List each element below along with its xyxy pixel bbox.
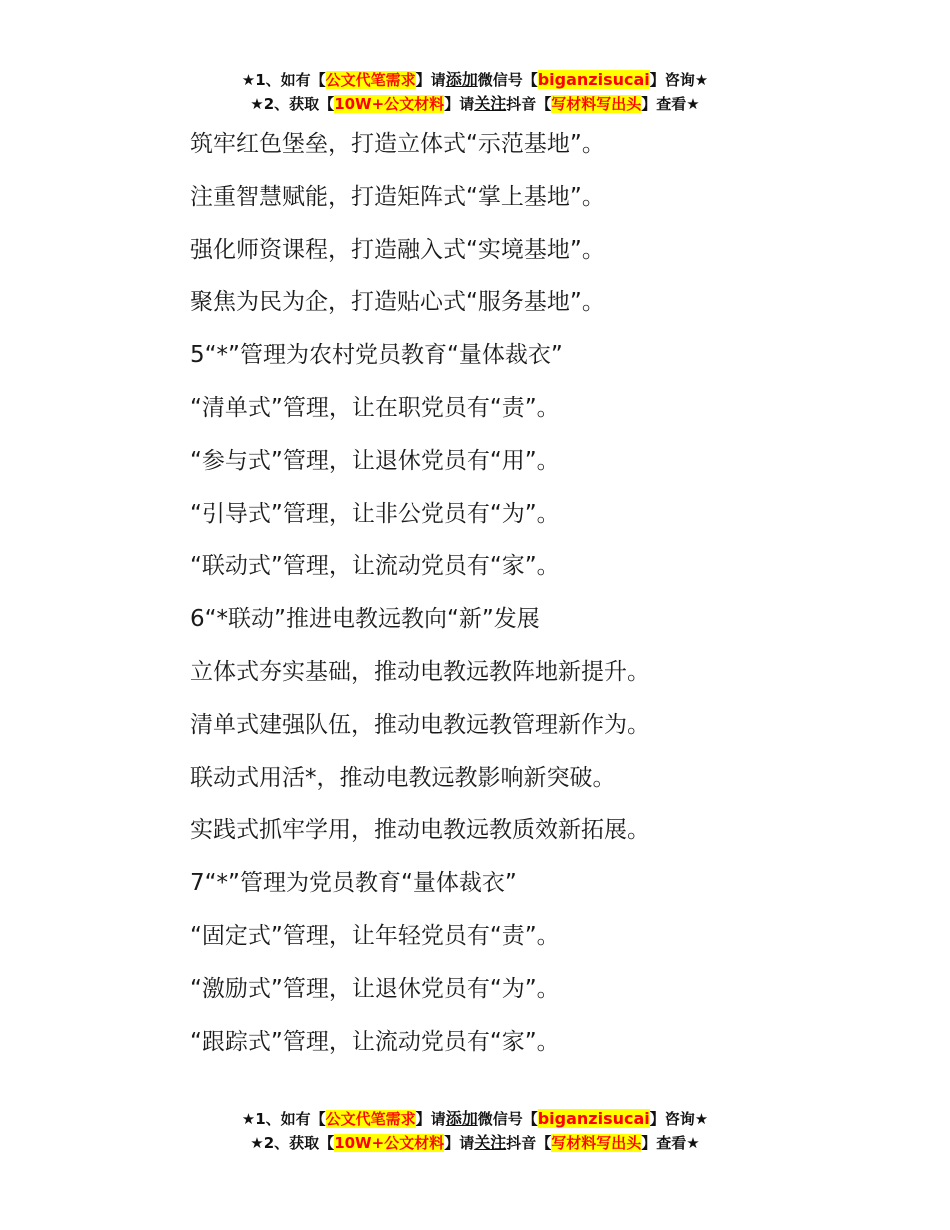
- banner-text: 】请: [444, 1134, 475, 1152]
- paragraph: 聚焦为民为企，打造贴心式“服务基地”。: [190, 289, 605, 316]
- banner-text: 抖音【: [506, 95, 552, 113]
- paragraph: 注重智慧赋能，打造矩阵式“掌上基地”。: [190, 183, 605, 210]
- paragraph: 立体式夯实基础，推动电教远教阵地新提升。: [190, 658, 650, 685]
- banner-highlight: biganzisucai: [537, 1109, 650, 1128]
- paragraph: “清单式”管理，让在职党员有“责”。: [190, 394, 560, 421]
- banner-text: 】咨询★: [649, 1110, 709, 1128]
- banner-text: ★2、获取【: [250, 1134, 335, 1152]
- paragraph: 清单式建强队伍，推动电教远教管理新作为。: [190, 711, 650, 738]
- banner-text: ★1、如有【: [241, 71, 326, 89]
- paragraph: “参与式”管理，让退休党员有“用”。: [190, 447, 560, 474]
- banner-text: 】查看★: [641, 1134, 700, 1152]
- banner-highlight: biganzisucai: [537, 70, 650, 89]
- document-body: [190, 118, 890, 1068]
- paragraph: “固定式”管理，让年轻党员有“责”。: [190, 922, 560, 949]
- banner-text: ★1、如有【: [241, 1110, 326, 1128]
- banner-text: 】咨询★: [649, 71, 709, 89]
- section-heading: 6“*联动”推进电教远教向“新”发展: [190, 606, 540, 633]
- paragraph: 筑牢红色堡垒，打造立体式“示范基地”。: [190, 131, 605, 157]
- paragraph: “跟踪式”管理，让流动党员有“家”。: [190, 1028, 560, 1055]
- banner-line-2: [0, 92, 950, 116]
- banner-text: ★2、获取【: [250, 95, 335, 113]
- paragraph: “激励式”管理，让退休党员有“为”。: [190, 975, 560, 1002]
- banner-line-1: [0, 1107, 950, 1131]
- banner-underlined: 添加: [445, 70, 478, 89]
- banner-highlight: 10W+公文材料: [334, 1134, 445, 1152]
- footer-banner: [0, 1107, 950, 1155]
- banner-text: 】请: [444, 95, 475, 113]
- banner-line-1: [0, 68, 950, 92]
- paragraph: 联动式用活*，推动电教远教影响新突破。: [190, 764, 616, 791]
- banner-underlined: 添加: [445, 1109, 478, 1128]
- paragraph: 强化师资课程，打造融入式“实境基地”。: [190, 236, 605, 263]
- banner-underlined: 关注: [474, 94, 507, 113]
- banner-text: 微信号【: [477, 1110, 538, 1128]
- banner-underlined: 关注: [474, 1133, 507, 1152]
- paragraph: “联动式”管理，让流动党员有“家”。: [190, 553, 560, 580]
- banner-text: 】查看★: [641, 95, 700, 113]
- paragraph: “引导式”管理，让非公党员有“为”。: [190, 500, 560, 527]
- banner-highlight: 公文代笔需求: [325, 1110, 416, 1128]
- banner-text: 微信号【: [477, 71, 538, 89]
- banner-highlight: 写材料写出头: [551, 95, 642, 113]
- banner-line-2: [0, 1131, 950, 1155]
- header-banner: [0, 68, 950, 116]
- paragraph: 实践式抓牢学用，推动电教远教质效新拓展。: [190, 817, 650, 844]
- banner-text: 抖音【: [506, 1134, 552, 1152]
- section-heading: 5“*”管理为农村党员教育“量体裁衣”: [190, 342, 563, 369]
- banner-text: 】请: [415, 1110, 446, 1128]
- section-heading: 7“*”管理为党员教育“量体裁衣”: [190, 870, 517, 897]
- banner-highlight: 公文代笔需求: [325, 71, 416, 89]
- banner-highlight: 写材料写出头: [551, 1134, 642, 1152]
- banner-highlight: 10W+公文材料: [334, 95, 445, 113]
- banner-text: 】请: [415, 71, 446, 89]
